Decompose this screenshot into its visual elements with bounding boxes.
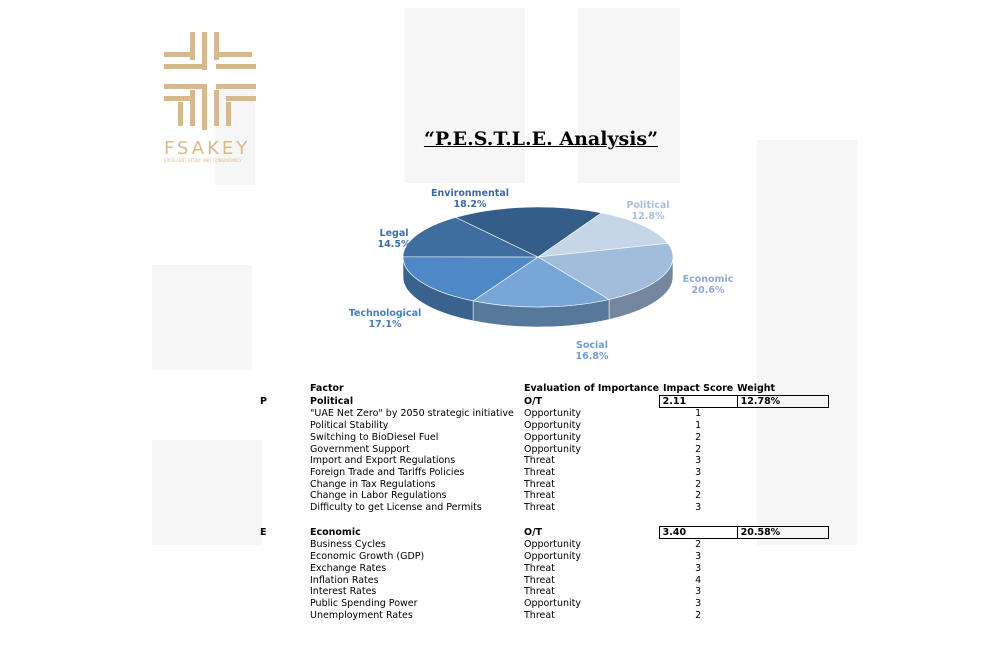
logo-subtext: EXCELLENT STUDY AND CONSULTANCY	[164, 158, 242, 163]
score-cell: 3	[695, 562, 702, 574]
score-cell: 2	[695, 443, 702, 455]
evaluation-cell: Opportunity	[524, 443, 582, 455]
table-row	[260, 420, 828, 432]
row-spacer	[260, 408, 310, 420]
evaluation-cell: Opportunity	[524, 420, 582, 432]
score-cell: 2	[695, 478, 702, 490]
score-cell: 2	[695, 490, 702, 502]
header-evaluation: Evaluation of Importance	[524, 383, 660, 395]
row-spacer	[260, 444, 310, 456]
background-shape	[152, 440, 262, 545]
weight-cell	[737, 420, 828, 432]
score-cell: 2	[695, 609, 702, 621]
evaluation-cell: Opportunity	[524, 597, 582, 609]
slice-label: Environmental	[431, 188, 509, 199]
slice-label: Technological	[348, 308, 422, 319]
weight-cell	[737, 502, 828, 514]
evaluation-cell: Threat	[524, 562, 555, 574]
header-spacer	[260, 383, 310, 395]
weight-cell	[737, 455, 828, 467]
row-spacer	[260, 610, 310, 622]
category-letter: P	[260, 395, 267, 407]
category-type: O/T	[524, 395, 543, 407]
row-spacer	[260, 420, 310, 432]
factor-cell: Political Stability	[310, 420, 389, 432]
score-cell: 3	[695, 597, 702, 609]
table-row	[260, 479, 828, 491]
table-row	[260, 551, 828, 563]
table-row	[260, 467, 828, 479]
evaluation-cell: Threat	[524, 586, 555, 598]
category-name: Economic	[310, 526, 361, 538]
slice-percent: 14.5%	[377, 239, 411, 250]
weight-cell	[737, 467, 828, 479]
evaluation-cell: Threat	[524, 490, 555, 502]
header-impact-score: Impact Score	[662, 383, 734, 394]
row-spacer	[260, 432, 310, 444]
evaluation-cell: Threat	[524, 455, 555, 467]
evaluation-cell: Threat	[524, 478, 555, 490]
category-weight: 20.58%	[737, 526, 828, 539]
score-cell: 3	[695, 502, 702, 514]
table-row	[260, 455, 828, 467]
slice-label: Economic	[682, 274, 734, 285]
slice-percent: 12.8%	[631, 211, 665, 222]
section-spacer	[260, 514, 828, 527]
table-row	[260, 575, 828, 587]
evaluation-cell: Opportunity	[524, 431, 582, 443]
category-row	[260, 395, 828, 408]
table-row	[260, 502, 828, 514]
slice-percent: 18.2%	[453, 199, 487, 210]
weight-cell	[737, 539, 828, 551]
score-cell: 3	[695, 551, 702, 563]
evaluation-cell: Threat	[524, 466, 555, 478]
factor-cell: Switching to BioDiesel Fuel	[310, 431, 439, 443]
row-spacer	[260, 575, 310, 587]
category-row	[260, 526, 828, 539]
weight-cell	[737, 479, 828, 491]
factor-cell: Import and Export Regulations	[310, 455, 456, 467]
row-spacer	[260, 586, 310, 598]
factor-cell: Inflation Rates	[310, 574, 379, 586]
table-row	[260, 432, 828, 444]
table-row	[260, 408, 828, 420]
category-score: 2.11	[659, 395, 737, 408]
row-spacer	[260, 598, 310, 610]
row-spacer	[260, 502, 310, 514]
weight-cell	[737, 563, 828, 575]
factor-cell: Exchange Rates	[310, 562, 387, 574]
score-cell: 3	[695, 586, 702, 598]
score-cell: 4	[695, 574, 702, 586]
table-header-row	[260, 383, 828, 395]
background-shape	[152, 265, 252, 370]
table-row	[260, 598, 828, 610]
weight-cell	[737, 598, 828, 610]
evaluation-cell: Threat	[524, 609, 555, 621]
factor-cell: "UAE Net Zero" by 2050 strategic initiative	[310, 408, 514, 420]
row-spacer	[260, 563, 310, 575]
slice-label: Social	[576, 340, 608, 351]
factor-cell: Economic Growth (GDP)	[310, 551, 425, 563]
slice-percent: 16.8%	[575, 351, 609, 362]
weight-cell	[737, 432, 828, 444]
slice-label: Political	[626, 200, 670, 211]
background-shape	[578, 8, 680, 183]
row-spacer	[260, 490, 310, 502]
row-spacer	[260, 467, 310, 479]
header-weight: Weight	[737, 383, 776, 394]
factor-cell: Government Support	[310, 443, 410, 455]
category-score: 3.40	[659, 526, 737, 539]
score-cell: 2	[695, 431, 702, 443]
evaluation-cell: Threat	[524, 502, 555, 514]
evaluation-cell: Opportunity	[524, 539, 582, 551]
score-cell: 3	[695, 455, 702, 467]
evaluation-cell: Threat	[524, 574, 555, 586]
header-factor: Factor	[310, 383, 344, 395]
table-row	[260, 444, 828, 456]
evaluation-cell: Opportunity	[524, 551, 582, 563]
factor-cell: Change in Labor Regulations	[310, 490, 447, 502]
pestle-table	[260, 383, 829, 621]
table-row	[260, 539, 828, 551]
background-shape	[405, 8, 525, 183]
weight-cell	[737, 444, 828, 456]
slice-percent: 17.1%	[368, 319, 402, 330]
weight-cell	[737, 586, 828, 598]
row-spacer	[260, 539, 310, 551]
factor-cell: Difficulty to get License and Permits	[310, 502, 482, 514]
factor-cell: Interest Rates	[310, 586, 377, 598]
category-letter: E	[260, 526, 267, 538]
page-title: “P.E.S.T.L.E. Analysis”	[423, 128, 659, 150]
factor-cell: Foreign Trade and Tariffs Policies	[310, 466, 465, 478]
evaluation-cell: Opportunity	[524, 408, 582, 420]
row-spacer	[260, 455, 310, 467]
table-row	[260, 586, 828, 598]
score-cell: 1	[695, 420, 702, 432]
category-type: O/T	[524, 526, 543, 538]
weight-cell	[737, 610, 828, 622]
factor-cell: Business Cycles	[310, 539, 386, 551]
pestle-pie-chart	[330, 180, 760, 380]
factor-cell: Public Spending Power	[310, 597, 418, 609]
table-row	[260, 610, 828, 622]
score-cell: 1	[695, 408, 702, 420]
spacer-cell	[260, 514, 828, 527]
factor-cell: Change in Tax Regulations	[310, 478, 436, 490]
table-row	[260, 563, 828, 575]
category-name: Political	[310, 395, 354, 407]
table-row	[260, 490, 828, 502]
score-cell: 3	[695, 466, 702, 478]
slice-percent: 20.6%	[691, 285, 725, 296]
weight-cell	[737, 551, 828, 563]
score-cell: 2	[695, 539, 702, 551]
row-spacer	[260, 551, 310, 563]
logo-text: FSAKEY	[164, 138, 251, 159]
slice-label: Legal	[379, 228, 409, 239]
row-spacer	[260, 479, 310, 491]
factor-cell: Unemployment Rates	[310, 609, 413, 621]
weight-cell	[737, 575, 828, 587]
weight-cell	[737, 408, 828, 420]
category-weight: 12.78%	[737, 395, 828, 408]
weight-cell	[737, 490, 828, 502]
